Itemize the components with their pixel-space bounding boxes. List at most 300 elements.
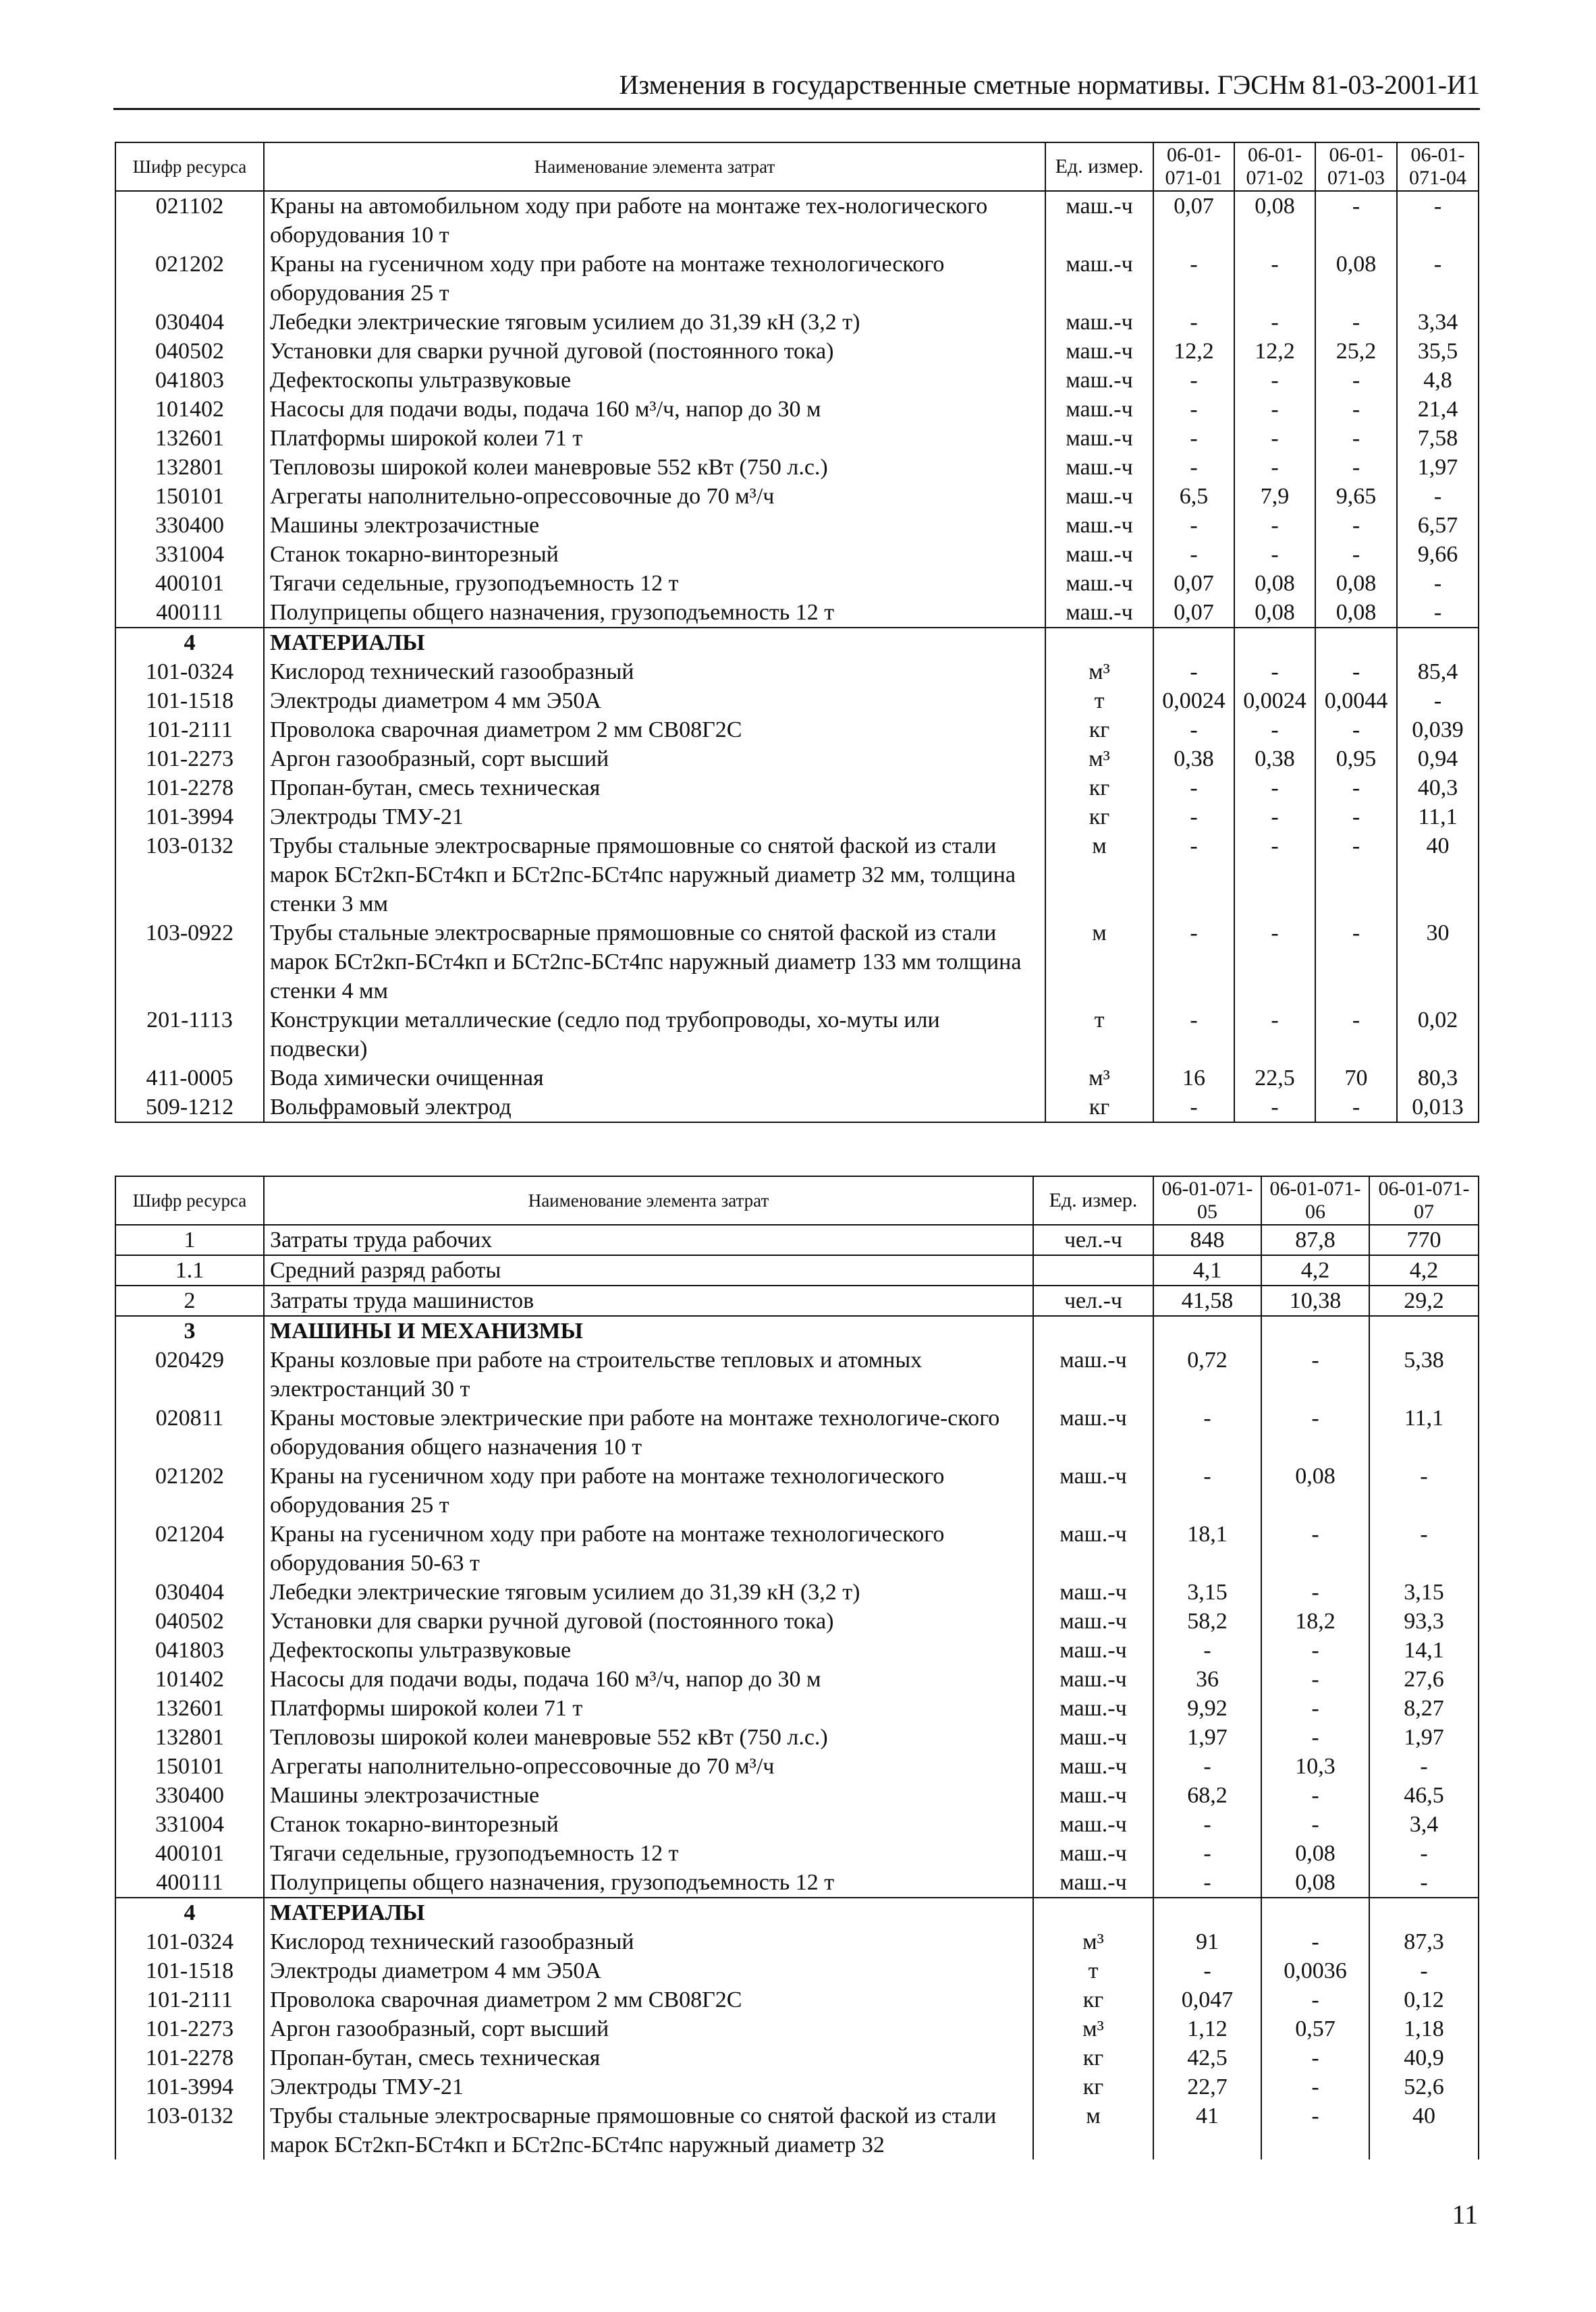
resource-name: МАШИНЫ И МЕХАНИЗМЫ (264, 1316, 1033, 1346)
unit: м³ (1033, 2014, 1153, 2043)
norm-value (1315, 628, 1397, 657)
table-row (115, 2101, 1479, 2159)
norm-value: 85,4 (1397, 657, 1479, 686)
norm-value: - (1153, 1093, 1234, 1122)
table-row (115, 1255, 1479, 1286)
unit: маш.-ч (1033, 1578, 1153, 1607)
norm-value: - (1234, 250, 1315, 308)
resource-code: 4 (115, 1898, 264, 1927)
norm-value (1261, 1316, 1369, 1346)
norm-value: 3,15 (1153, 1578, 1261, 1607)
resource-code: 101-2111 (115, 715, 264, 744)
norm-value: 0,94 (1397, 744, 1479, 773)
col-header-code: Шифр ресурса (115, 142, 264, 191)
norm-value: 18,1 (1153, 1520, 1261, 1578)
resource-code: 101-3994 (115, 2072, 264, 2101)
unit: маш.-ч (1045, 424, 1153, 453)
unit: т (1033, 1956, 1153, 1985)
norm-value: - (1234, 540, 1315, 569)
col-header-unit: Ед. измер. (1033, 1176, 1153, 1225)
table-row (115, 1578, 1479, 1607)
norm-value: 40 (1369, 2101, 1479, 2159)
resource-code: 101-0324 (115, 1927, 264, 1956)
resource-table-1 (115, 142, 1479, 1123)
norm-value: - (1153, 831, 1234, 918)
resource-code: 331004 (115, 540, 264, 569)
resource-name: Дефектоскопы ультразвуковые (264, 366, 1045, 395)
resource-name: Тепловозы широкой колеи маневровые 552 кВт (750 л.с.) (264, 1723, 1033, 1752)
norm-value: - (1315, 540, 1397, 569)
resource-name: Пропан-бутан, смесь техническая (264, 773, 1045, 802)
table-row (115, 1286, 1479, 1316)
resource-name: Агрегаты наполнительно-опрессовочные до 70 м³/ч (264, 482, 1045, 511)
norm-value: - (1261, 1723, 1369, 1752)
resource-name: Электроды ТМУ-21 (264, 802, 1045, 831)
unit: м³ (1033, 1927, 1153, 1956)
norm-value: - (1315, 191, 1397, 250)
norm-value: 7,58 (1397, 424, 1479, 453)
resource-code: 132601 (115, 1694, 264, 1723)
norm-value: 18,2 (1261, 1607, 1369, 1636)
norm-value: 0,0024 (1234, 686, 1315, 715)
norm-value: - (1153, 1956, 1261, 1985)
unit: маш.-ч (1033, 1665, 1153, 1694)
col-header-name: Наименование элемента затрат (264, 142, 1045, 191)
norm-value: - (1234, 395, 1315, 424)
norm-value: - (1397, 482, 1479, 511)
resource-code: 021202 (115, 1462, 264, 1520)
norm-value: - (1369, 1752, 1479, 1781)
unit: м³ (1045, 1064, 1153, 1093)
norm-value: - (1153, 366, 1234, 395)
page-number: 11 (1452, 2199, 1478, 2230)
section-row (115, 1316, 1479, 1346)
norm-value: 5,38 (1369, 1346, 1479, 1404)
resource-code: 509-1212 (115, 1093, 264, 1122)
resource-name: Машины электрозачистные (264, 511, 1045, 540)
norm-value: 40,9 (1369, 2043, 1479, 2072)
norm-value: - (1261, 1781, 1369, 1810)
resource-code: 101-1518 (115, 686, 264, 715)
table-row (115, 1093, 1479, 1122)
norm-value: - (1261, 1520, 1369, 1578)
resource-name: Станок токарно-винторезный (264, 1810, 1033, 1839)
norm-value: - (1153, 773, 1234, 802)
unit: маш.-ч (1045, 511, 1153, 540)
table-row (115, 1927, 1479, 1956)
resource-name: Полуприцепы общего назначения, грузоподъемность 12 т (264, 1868, 1033, 1898)
norm-value: 0,72 (1153, 1346, 1261, 1404)
norm-value: - (1397, 598, 1479, 628)
unit: чел.-ч (1033, 1286, 1153, 1316)
norm-value: - (1315, 715, 1397, 744)
resource-code: 101-2111 (115, 1985, 264, 2014)
norm-value: - (1234, 453, 1315, 482)
unit: маш.-ч (1033, 1636, 1153, 1665)
norm-value: 770 (1369, 1225, 1479, 1255)
norm-value: - (1397, 191, 1479, 250)
unit: маш.-ч (1033, 1404, 1153, 1462)
unit: м (1045, 918, 1153, 1006)
norm-value: - (1261, 2072, 1369, 2101)
norm-value: - (1369, 1868, 1479, 1898)
norm-value: 40 (1397, 831, 1479, 918)
norm-value: 36 (1153, 1665, 1261, 1694)
resource-code: 4 (115, 628, 264, 657)
norm-value: 21,4 (1397, 395, 1479, 424)
col-header-06-01-071-02: 06-01-071-02 (1234, 142, 1315, 191)
unit: кг (1045, 715, 1153, 744)
resource-name: Трубы стальные электросварные прямошовные со снятой фаской из стали марок БСт2кп-БСт4кп и БСт2пс-БСт4пс наружный диаметр 32 мм, толщина стенки 3 мм (264, 831, 1045, 918)
norm-value: - (1153, 453, 1234, 482)
table-row (115, 1006, 1479, 1064)
norm-value: 12,2 (1234, 337, 1315, 366)
resource-code: 101-2278 (115, 2043, 264, 2072)
norm-value: 0,08 (1234, 598, 1315, 628)
norm-value: - (1153, 918, 1234, 1006)
norm-value: - (1153, 1868, 1261, 1898)
col-header-06-01-071-03: 06-01-071-03 (1315, 142, 1397, 191)
norm-value: - (1153, 424, 1234, 453)
resource-code: 103-0922 (115, 918, 264, 1006)
norm-value: 0,0024 (1153, 686, 1234, 715)
norm-value: 4,2 (1261, 1255, 1369, 1286)
norm-value: 12,2 (1153, 337, 1234, 366)
unit: т (1045, 1006, 1153, 1064)
unit: кг (1045, 802, 1153, 831)
norm-value: - (1315, 424, 1397, 453)
norm-value: 10,38 (1261, 1286, 1369, 1316)
resource-code: 1 (115, 1225, 264, 1255)
norm-value: - (1397, 686, 1479, 715)
unit: м (1033, 2101, 1153, 2159)
norm-value: 1,97 (1397, 453, 1479, 482)
norm-value: 0,08 (1315, 250, 1397, 308)
norm-value: - (1153, 1404, 1261, 1462)
unit: маш.-ч (1033, 1694, 1153, 1723)
unit: кг (1045, 773, 1153, 802)
norm-value: 87,8 (1261, 1225, 1369, 1255)
norm-value: 0,57 (1261, 2014, 1369, 2043)
resource-code: 331004 (115, 1810, 264, 1839)
norm-value: - (1153, 1752, 1261, 1781)
table-row (115, 802, 1479, 831)
resource-name: Установки для сварки ручной дуговой (постоянного тока) (264, 1607, 1033, 1636)
resource-name: Машины электрозачистные (264, 1781, 1033, 1810)
norm-value: - (1261, 1346, 1369, 1404)
resource-code: 2 (115, 1286, 264, 1316)
table-row (115, 511, 1479, 540)
table-row (115, 1781, 1479, 1810)
norm-value: 46,5 (1369, 1781, 1479, 1810)
table-row (115, 482, 1479, 511)
resource-code: 201-1113 (115, 1006, 264, 1064)
norm-value: - (1153, 1636, 1261, 1665)
resource-code: 400111 (115, 598, 264, 628)
resource-name: Аргон газообразный, сорт высший (264, 2014, 1033, 2043)
norm-value (1153, 1898, 1261, 1927)
resource-code: 330400 (115, 1781, 264, 1810)
norm-value: 0,0044 (1315, 686, 1397, 715)
resource-name: Вольфрамовый электрод (264, 1093, 1045, 1122)
unit: маш.-ч (1045, 395, 1153, 424)
resource-code: 101-1518 (115, 1956, 264, 1985)
table-row (115, 918, 1479, 1006)
norm-value: - (1397, 569, 1479, 598)
norm-value: 3,34 (1397, 308, 1479, 337)
unit: маш.-ч (1033, 1462, 1153, 1520)
norm-value: 25,2 (1315, 337, 1397, 366)
unit: маш.-ч (1033, 1607, 1153, 1636)
table-row (115, 337, 1479, 366)
norm-value: - (1153, 540, 1234, 569)
norm-value: 42,5 (1153, 2043, 1261, 2072)
unit: маш.-ч (1045, 191, 1153, 250)
resource-code: 150101 (115, 482, 264, 511)
norm-value: 0,013 (1397, 1093, 1479, 1122)
section-row (115, 628, 1479, 657)
norm-value: - (1153, 715, 1234, 744)
table-row (115, 2043, 1479, 2072)
norm-value: 70 (1315, 1064, 1397, 1093)
norm-value: - (1315, 773, 1397, 802)
table-row (115, 1665, 1479, 1694)
resource-name: МАТЕРИАЛЫ (264, 1898, 1033, 1927)
table-row (115, 191, 1479, 250)
resource-name: Проволока сварочная диаметром 2 мм СВ08Г2С (264, 1985, 1033, 2014)
norm-value: 9,65 (1315, 482, 1397, 511)
resource-code: 040502 (115, 1607, 264, 1636)
unit: маш.-ч (1045, 337, 1153, 366)
norm-value: - (1397, 250, 1479, 308)
resource-name: Установки для сварки ручной дуговой (постоянного тока) (264, 337, 1045, 366)
table-row (115, 1636, 1479, 1665)
norm-value: 0,08 (1234, 569, 1315, 598)
norm-value: 4,1 (1153, 1255, 1261, 1286)
norm-value: - (1369, 1520, 1479, 1578)
resource-code: 101-2273 (115, 744, 264, 773)
resource-name: Конструкции металлические (седло под трубопроводы, хо-муты или подвески) (264, 1006, 1045, 1064)
norm-value: 0,08 (1234, 191, 1315, 250)
col-header-name: Наименование элемента затрат (264, 1176, 1033, 1225)
unit: маш.-ч (1045, 598, 1153, 628)
norm-value: - (1153, 1006, 1234, 1064)
resource-code: 132601 (115, 424, 264, 453)
resource-name: Лебедки электрические тяговым усилием до 31,39 кН (3,2 т) (264, 1578, 1033, 1607)
page-header (113, 67, 1480, 110)
norm-value: - (1153, 657, 1234, 686)
unit: кг (1033, 2043, 1153, 2072)
resource-code: 021204 (115, 1520, 264, 1578)
norm-value: - (1153, 802, 1234, 831)
unit (1033, 1898, 1153, 1927)
table-row (115, 1225, 1479, 1255)
norm-value: - (1234, 831, 1315, 918)
resource-code: 101402 (115, 395, 264, 424)
unit: кг (1033, 2072, 1153, 2101)
norm-value: - (1261, 2101, 1369, 2159)
resource-code: 400101 (115, 569, 264, 598)
resource-name: Тягачи седельные, грузоподъемность 12 т (264, 1839, 1033, 1868)
table-row (115, 1752, 1479, 1781)
resource-name: Трубы стальные электросварные прямошовные со снятой фаской из стали марок БСт2кп-БСт4кп и БСт2пс-БСт4пс наружный диаметр 32 (264, 2101, 1033, 2159)
norm-value: 0,02 (1397, 1006, 1479, 1064)
resource-name: Лебедки электрические тяговым усилием до 31,39 кН (3,2 т) (264, 308, 1045, 337)
norm-value: - (1153, 511, 1234, 540)
norm-value: - (1153, 1839, 1261, 1868)
resource-name: Электроды диаметром 4 мм Э50А (264, 1956, 1033, 1985)
table-row (115, 1064, 1479, 1093)
table-row (115, 424, 1479, 453)
norm-value: - (1234, 657, 1315, 686)
resource-name: Средний разряд работы (264, 1255, 1033, 1286)
norm-value: 8,27 (1369, 1694, 1479, 1723)
norm-value (1234, 628, 1315, 657)
resource-code: 020429 (115, 1346, 264, 1404)
norm-value: 22,5 (1234, 1064, 1315, 1093)
norm-value: 41,58 (1153, 1286, 1261, 1316)
norm-value: 848 (1153, 1225, 1261, 1255)
section-row (115, 1898, 1479, 1927)
resource-name: Пропан-бутан, смесь техническая (264, 2043, 1033, 2072)
norm-value: 0,08 (1315, 569, 1397, 598)
unit: т (1045, 686, 1153, 715)
unit: маш.-ч (1045, 569, 1153, 598)
resource-name: Краны козловые при работе на строительстве тепловых и атомных электростанций 30 т (264, 1346, 1033, 1404)
norm-value: - (1153, 1462, 1261, 1520)
unit: маш.-ч (1045, 453, 1153, 482)
resource-name: Затраты труда рабочих (264, 1225, 1033, 1255)
table-row (115, 1985, 1479, 2014)
norm-value: 27,6 (1369, 1665, 1479, 1694)
resource-code: 400111 (115, 1868, 264, 1898)
table-row (115, 1868, 1479, 1898)
resource-name: Электроды ТМУ-21 (264, 2072, 1033, 2101)
norm-value: - (1261, 1578, 1369, 1607)
unit: маш.-ч (1033, 1346, 1153, 1404)
norm-value: 10,3 (1261, 1752, 1369, 1781)
norm-value: - (1369, 1839, 1479, 1868)
resource-name: Краны на гусеничном ходу при работе на монтаже технологического оборудования 50-63 т (264, 1520, 1033, 1578)
norm-value: 0,07 (1153, 569, 1234, 598)
norm-value (1153, 1316, 1261, 1346)
resource-code: 132801 (115, 453, 264, 482)
norm-value: 6,5 (1153, 482, 1234, 511)
unit: маш.-ч (1045, 540, 1153, 569)
norm-value: - (1315, 366, 1397, 395)
resource-code: 021202 (115, 250, 264, 308)
norm-value: 0,08 (1315, 598, 1397, 628)
table-row (115, 686, 1479, 715)
norm-value: 22,7 (1153, 2072, 1261, 2101)
resource-code: 400101 (115, 1839, 264, 1868)
norm-value: - (1234, 918, 1315, 1006)
table-row (115, 395, 1479, 424)
resource-name: Дефектоскопы ультразвуковые (264, 1636, 1033, 1665)
col-header-06-01-071-01: 06-01-071-01 (1153, 142, 1234, 191)
resource-name: Электроды диаметром 4 мм Э50А (264, 686, 1045, 715)
norm-value: 1,97 (1153, 1723, 1261, 1752)
table-row (115, 250, 1479, 308)
unit: маш.-ч (1033, 1752, 1153, 1781)
resource-name: Аргон газообразный, сорт высший (264, 744, 1045, 773)
norm-value: - (1234, 366, 1315, 395)
norm-value: - (1234, 511, 1315, 540)
unit: маш.-ч (1033, 1520, 1153, 1578)
unit: маш.-ч (1033, 1868, 1153, 1898)
norm-value: - (1234, 715, 1315, 744)
col-header-unit: Ед. измер. (1045, 142, 1153, 191)
norm-value: 0,047 (1153, 1985, 1261, 2014)
table-row (115, 540, 1479, 569)
norm-value: - (1261, 2043, 1369, 2072)
resource-code: 101-3994 (115, 802, 264, 831)
resource-table-2 (115, 1176, 1479, 2159)
norm-value (1153, 628, 1234, 657)
table-row (115, 453, 1479, 482)
resource-name: Трубы стальные электросварные прямошовные со снятой фаской из стали марок БСт2кп-БСт4кп и БСт2пс-БСт4пс наружный диаметр 133 мм толщина стенки 4 мм (264, 918, 1045, 1006)
resource-name: Краны на гусеничном ходу при работе на монтаже технологического оборудования 25 т (264, 1462, 1033, 1520)
resource-name: Насосы для подачи воды, подача 160 м³/ч, напор до 30 м (264, 1665, 1033, 1694)
norm-value: - (1261, 1810, 1369, 1839)
norm-value: - (1315, 511, 1397, 540)
norm-value: - (1315, 1093, 1397, 1122)
norm-value: 58,2 (1153, 1607, 1261, 1636)
col-header-06-01-071-06: 06-01-071-06 (1261, 1176, 1369, 1225)
table-row (115, 1694, 1479, 1723)
resource-code: 411-0005 (115, 1064, 264, 1093)
norm-value: 29,2 (1369, 1286, 1479, 1316)
resource-code: 101-0324 (115, 657, 264, 686)
norm-value: - (1234, 308, 1315, 337)
norm-value: 40,3 (1397, 773, 1479, 802)
unit: чел.-ч (1033, 1225, 1153, 1255)
norm-value: 7,9 (1234, 482, 1315, 511)
resource-name: Краны мостовые электрические при работе на монтаже технологиче-ского оборудования общего назначения 10 т (264, 1404, 1033, 1462)
col-header-06-01-071-07: 06-01-071-07 (1369, 1176, 1479, 1225)
unit: маш.-ч (1033, 1723, 1153, 1752)
norm-value: 0,07 (1153, 191, 1234, 250)
resource-name: Насосы для подачи воды, подача 160 м³/ч, напор до 30 м (264, 395, 1045, 424)
table-row (115, 1404, 1479, 1462)
unit: кг (1045, 1093, 1153, 1122)
norm-value: 3,15 (1369, 1578, 1479, 1607)
resource-name: Кислород технический газообразный (264, 657, 1045, 686)
norm-value: 0,08 (1261, 1868, 1369, 1898)
unit: м (1045, 831, 1153, 918)
resource-name: Платформы широкой колеи 71 т (264, 1694, 1033, 1723)
resource-name: Агрегаты наполнительно-опрессовочные до 70 м³/ч (264, 1752, 1033, 1781)
table-row (115, 773, 1479, 802)
norm-value: 9,66 (1397, 540, 1479, 569)
resource-code: 101-2278 (115, 773, 264, 802)
norm-value: 52,6 (1369, 2072, 1479, 2101)
norm-value: 35,5 (1397, 337, 1479, 366)
table-2-body (115, 1225, 1479, 2159)
norm-value: 68,2 (1153, 1781, 1261, 1810)
resource-code: 021102 (115, 191, 264, 250)
norm-value: - (1315, 831, 1397, 918)
table-row (115, 831, 1479, 918)
norm-value: - (1315, 657, 1397, 686)
norm-value: - (1369, 1956, 1479, 1985)
norm-value: 87,3 (1369, 1927, 1479, 1956)
resource-name: МАТЕРИАЛЫ (264, 628, 1045, 657)
resource-name: Тепловозы широкой колеи маневровые 552 кВт (750 л.с.) (264, 453, 1045, 482)
table-row (115, 308, 1479, 337)
table-row (115, 2072, 1479, 2101)
norm-value: - (1153, 395, 1234, 424)
